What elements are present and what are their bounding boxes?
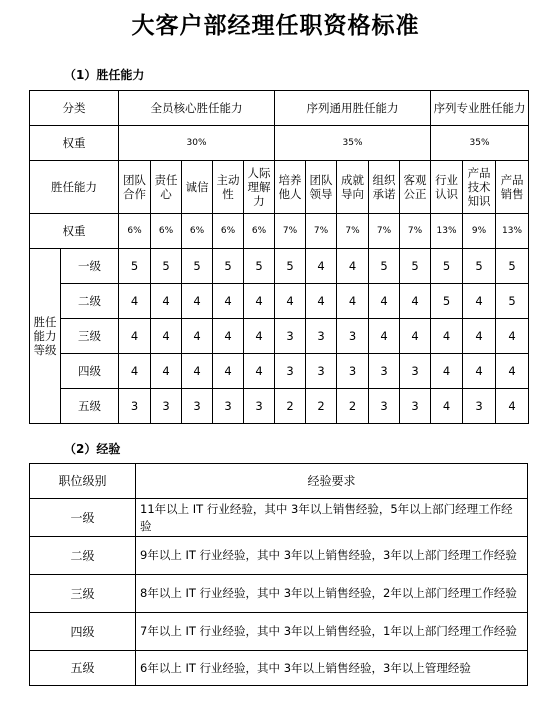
competency-name: 组织 承诺 bbox=[369, 161, 400, 214]
level-score: 3 bbox=[463, 389, 496, 424]
level-score: 5 bbox=[182, 249, 213, 284]
experience-level: 一级 bbox=[30, 499, 136, 537]
experience-level: 二级 bbox=[30, 537, 136, 575]
competency-label: 胜任能力 bbox=[30, 161, 119, 214]
competency-name: 团队 合作 bbox=[119, 161, 151, 214]
level-score: 3 bbox=[306, 354, 337, 389]
level-score: 4 bbox=[244, 354, 275, 389]
experience-requirement: 11年以上 IT 行业经验，其中 3年以上销售经验，5年以上部门经理工作经验 bbox=[136, 499, 528, 537]
competency-weight: 6% bbox=[119, 214, 151, 249]
competency-name: 团队 领导 bbox=[306, 161, 337, 214]
level-name: 三级 bbox=[61, 319, 119, 354]
competency-weight: 6% bbox=[213, 214, 244, 249]
competency-name: 客观 公正 bbox=[400, 161, 431, 214]
level-score: 2 bbox=[275, 389, 306, 424]
experience-level: 四级 bbox=[30, 613, 136, 651]
competency-weight: 6% bbox=[244, 214, 275, 249]
competency-weight-label: 权重 bbox=[30, 214, 119, 249]
competency-name: 产品 销售 bbox=[496, 161, 529, 214]
competency-name: 诚信 bbox=[182, 161, 213, 214]
level-score: 4 bbox=[369, 319, 400, 354]
level-score: 5 bbox=[496, 284, 529, 319]
level-score: 4 bbox=[463, 284, 496, 319]
experience-requirement: 9年以上 IT 行业经验，其中 3年以上销售经验，3年以上部门经理工作经验 bbox=[136, 537, 528, 575]
competency-name: 成就 导向 bbox=[337, 161, 369, 214]
level-score: 3 bbox=[213, 389, 244, 424]
competency-name: 培养 他人 bbox=[275, 161, 306, 214]
level-score: 3 bbox=[275, 319, 306, 354]
level-score: 4 bbox=[151, 284, 182, 319]
competency-weight: 7% bbox=[400, 214, 431, 249]
level-score: 4 bbox=[306, 249, 337, 284]
level-score: 4 bbox=[275, 284, 306, 319]
level-score: 3 bbox=[244, 389, 275, 424]
level-group-label: 胜任 能力 等级 bbox=[30, 249, 61, 424]
level-score: 4 bbox=[182, 284, 213, 319]
level-name: 四级 bbox=[61, 354, 119, 389]
level-score: 4 bbox=[244, 284, 275, 319]
level-score: 4 bbox=[496, 389, 529, 424]
level-score: 4 bbox=[463, 354, 496, 389]
category-weight-professional: 35% bbox=[431, 126, 529, 161]
competency-weight: 7% bbox=[369, 214, 400, 249]
level-score: 3 bbox=[275, 354, 306, 389]
level-score: 3 bbox=[119, 389, 151, 424]
level-score: 3 bbox=[400, 389, 431, 424]
level-score: 5 bbox=[496, 249, 529, 284]
competency-weight: 13% bbox=[496, 214, 529, 249]
category-label: 分类 bbox=[30, 91, 119, 126]
competency-name: 行业 认识 bbox=[431, 161, 463, 214]
level-score: 4 bbox=[337, 284, 369, 319]
level-score: 3 bbox=[369, 389, 400, 424]
level-score: 4 bbox=[431, 389, 463, 424]
experience-level: 三级 bbox=[30, 575, 136, 613]
level-score: 4 bbox=[306, 284, 337, 319]
experience-header-requirement: 经验要求 bbox=[136, 464, 528, 499]
level-score: 5 bbox=[213, 249, 244, 284]
level-score: 4 bbox=[369, 284, 400, 319]
level-score: 5 bbox=[275, 249, 306, 284]
level-score: 5 bbox=[151, 249, 182, 284]
category-general: 序列通用胜任能力 bbox=[275, 91, 431, 126]
level-score: 5 bbox=[400, 249, 431, 284]
level-score: 4 bbox=[182, 354, 213, 389]
level-score: 4 bbox=[213, 284, 244, 319]
experience-requirement: 8年以上 IT 行业经验，其中 3年以上销售经验，2年以上部门经理工作经验 bbox=[136, 575, 528, 613]
level-score: 5 bbox=[463, 249, 496, 284]
level-score: 4 bbox=[119, 354, 151, 389]
level-score: 4 bbox=[431, 319, 463, 354]
level-score: 3 bbox=[182, 389, 213, 424]
level-score: 4 bbox=[463, 319, 496, 354]
level-score: 4 bbox=[244, 319, 275, 354]
experience-level: 五级 bbox=[30, 651, 136, 686]
level-score: 4 bbox=[431, 354, 463, 389]
level-score: 3 bbox=[400, 354, 431, 389]
competency-weight: 7% bbox=[275, 214, 306, 249]
level-score: 5 bbox=[431, 249, 463, 284]
level-score: 5 bbox=[369, 249, 400, 284]
level-score: 4 bbox=[119, 284, 151, 319]
competency-name: 产品 技术 知识 bbox=[463, 161, 496, 214]
level-score: 4 bbox=[213, 354, 244, 389]
level-score: 3 bbox=[306, 319, 337, 354]
category-weight-general: 35% bbox=[275, 126, 431, 161]
level-score: 3 bbox=[337, 354, 369, 389]
category-professional: 序列专业胜任能力 bbox=[431, 91, 529, 126]
category-weight-label: 权重 bbox=[30, 126, 119, 161]
competency-weight: 9% bbox=[463, 214, 496, 249]
level-name: 二级 bbox=[61, 284, 119, 319]
level-score: 4 bbox=[496, 319, 529, 354]
experience-header-level: 职位级别 bbox=[30, 464, 136, 499]
experience-requirement: 6年以上 IT 行业经验，其中 3年以上销售经验，3年以上管理经验 bbox=[136, 651, 528, 686]
competency-name: 责任 心 bbox=[151, 161, 182, 214]
section-heading-experience: （2）经验 bbox=[64, 442, 121, 456]
level-score: 4 bbox=[337, 249, 369, 284]
level-score: 4 bbox=[400, 319, 431, 354]
competency-name: 主动 性 bbox=[213, 161, 244, 214]
level-score: 4 bbox=[119, 319, 151, 354]
experience-requirement: 7年以上 IT 行业经验，其中 3年以上销售经验，1年以上部门经理工作经验 bbox=[136, 613, 528, 651]
level-score: 5 bbox=[119, 249, 151, 284]
level-score: 3 bbox=[337, 319, 369, 354]
level-score: 4 bbox=[182, 319, 213, 354]
level-score: 3 bbox=[151, 389, 182, 424]
page-title: 大客户部经理任职资格标准 bbox=[131, 12, 420, 39]
level-score: 5 bbox=[244, 249, 275, 284]
level-name: 五级 bbox=[61, 389, 119, 424]
level-score: 4 bbox=[151, 354, 182, 389]
competency-weight: 7% bbox=[337, 214, 369, 249]
competency-weight: 7% bbox=[306, 214, 337, 249]
level-score: 4 bbox=[400, 284, 431, 319]
competency-table bbox=[29, 90, 529, 424]
level-score: 3 bbox=[369, 354, 400, 389]
competency-weight: 13% bbox=[431, 214, 463, 249]
category-weight-core: 30% bbox=[119, 126, 275, 161]
level-name: 一级 bbox=[61, 249, 119, 284]
competency-weight: 6% bbox=[182, 214, 213, 249]
section-heading-competency: （1）胜任能力 bbox=[64, 68, 145, 82]
level-score: 4 bbox=[213, 319, 244, 354]
experience-table bbox=[29, 463, 528, 686]
category-core: 全员核心胜任能力 bbox=[119, 91, 275, 126]
level-score: 4 bbox=[496, 354, 529, 389]
level-score: 5 bbox=[431, 284, 463, 319]
competency-name: 人际 理解 力 bbox=[244, 161, 275, 214]
level-score: 2 bbox=[306, 389, 337, 424]
level-score: 4 bbox=[151, 319, 182, 354]
level-score: 2 bbox=[337, 389, 369, 424]
competency-weight: 6% bbox=[151, 214, 182, 249]
